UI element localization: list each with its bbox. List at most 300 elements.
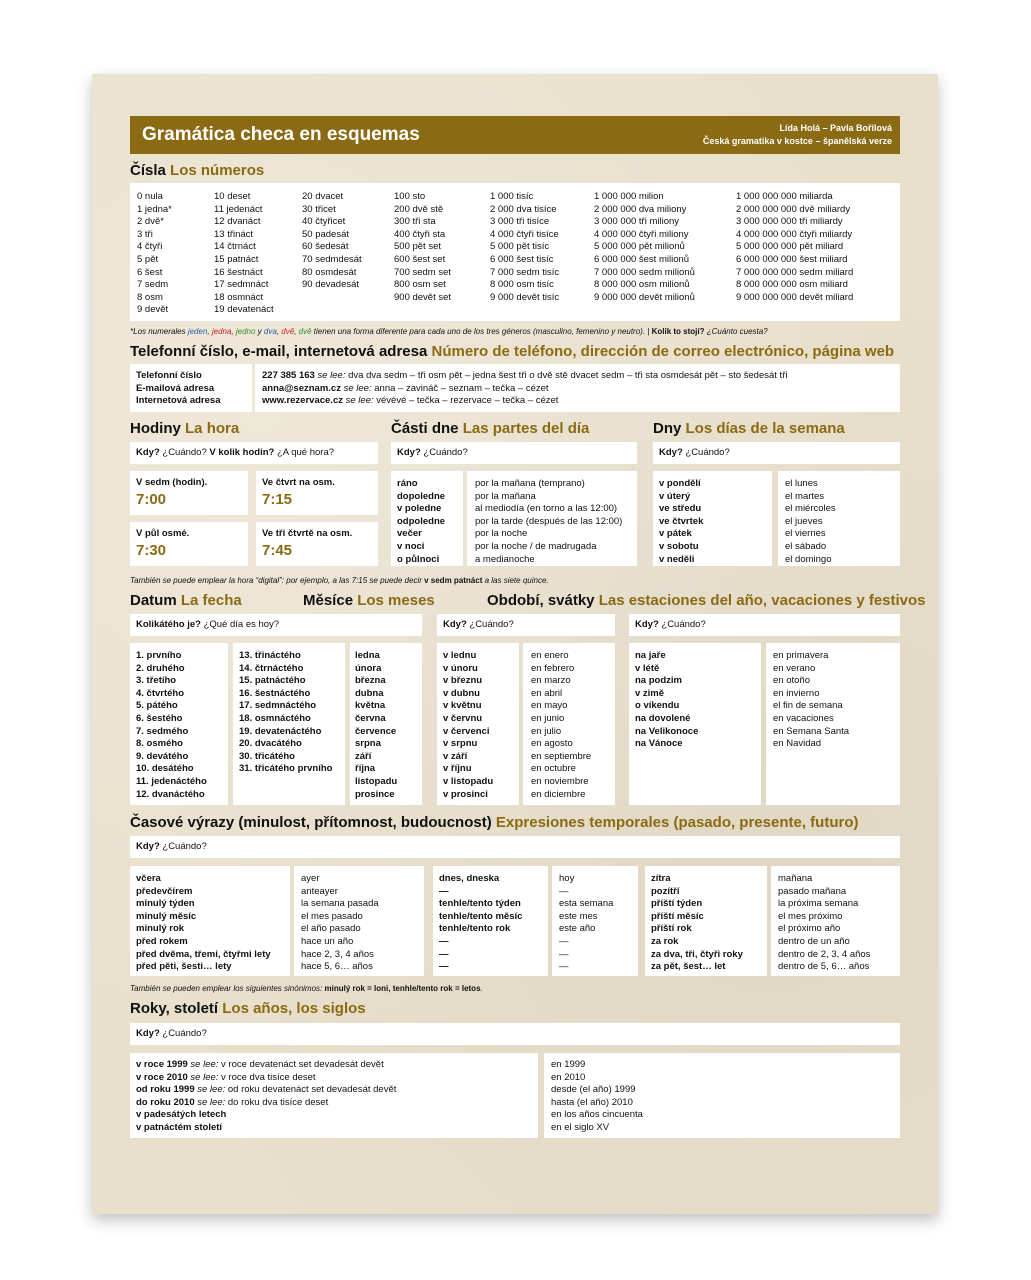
contact-label: Telefonní číslo [136,370,202,381]
date-item: 19. devatenáctého [239,725,322,737]
years-question: Kdy? ¿Cuándo? [136,1028,207,1039]
season-es: en otoño [773,675,810,687]
temporal-item: dentro de 2, 3, 4 años [778,948,871,960]
temporal-question-box [130,836,900,858]
temporal-fut-es-box [771,866,900,976]
days-heading [653,420,845,437]
number-item: 9 000 000 000 devět miliard [736,291,854,303]
season-es: en vacaciones [773,712,834,724]
date-heading [130,592,242,609]
clock-time: 7:30 [136,542,167,559]
daypart-es: por la mañana [475,490,536,502]
contact-labels-box [130,364,252,412]
date-question: Kolikátého je? ¿Qué día es hoy? [136,619,280,630]
temporal-item: dentro de 5, 6… años [778,961,870,973]
date-list [239,650,332,776]
number-item: 400 čtyři sta [394,228,446,240]
days-title-es: Los días de la semana [685,420,845,437]
daypart-es: por la mañana (temprano) [475,478,585,489]
years-cz-list [136,1059,396,1135]
seasons-cz-list [635,650,698,751]
contact-heading [130,343,894,360]
contact-labels [136,370,220,408]
months-es-box [523,643,615,805]
number-item: 6 000 000 šest milionů [594,253,690,265]
temporal-item: příští týden [651,898,703,910]
day-es: el jueves [785,515,823,527]
temporal-item: včera [136,873,161,884]
temporal-now-es-box [552,866,638,976]
temporal-item: el año pasado [301,923,361,935]
number-item: 9 000 devět tisíc [490,291,560,303]
month-cz: v listopadu [443,775,494,787]
number-item: 80 osmdesát [302,266,357,278]
month-es: en agosto [531,738,573,750]
temporal-item: hace 2, 3, 4 años [301,948,374,960]
daypart-es: por la tarde (después de las 12:00) [475,515,623,527]
temporal-item: ayer [301,873,320,884]
temporal-item: za dva, tři, čtyři roky [651,948,743,960]
month-name: července [355,725,397,737]
clock-label: Ve čtvrt na osm. [262,477,335,488]
year-es: en los años cincuenta [551,1109,643,1121]
contact-label: Internetová adresa [136,395,221,407]
month-name: září [355,750,372,762]
clock-card [256,522,378,566]
month-name: května [355,700,386,712]
hours-note: También se puede emplear la hora “digital”: por ejemplo, a las 7:15 se puede decir v sedm patnáct a las siete quince. [130,576,549,585]
month-cz: v lednu [443,650,477,661]
numbers-col [302,191,362,292]
daypart-cz: v noci [397,540,425,552]
number-item: 20 dvacet [302,191,344,202]
temporal-list [778,873,870,974]
temporal-item: la próxima semana [778,898,859,910]
dayparts-es-box [467,471,637,566]
month-name: února [355,662,382,674]
day-es: el domingo [785,553,832,565]
number-item: 0 nula [137,191,163,202]
years-es-box [544,1053,900,1138]
date-item: 10. desátého [136,763,194,775]
temporal-item: příští měsíc [651,910,704,922]
months-title-cz: Měsíce [303,592,354,609]
date-title-es: La fecha [180,592,242,609]
numbers-box [130,183,900,321]
month-name: března [355,675,386,687]
dayparts-cz-box [391,471,463,566]
number-item: 1 000 000 000 miliarda [736,191,833,202]
temporal-list [136,873,271,974]
month-es: en diciembre [531,788,586,800]
contact-title-es: Número de teléfono, dirección de correo electrónico, página web [431,343,895,360]
number-item: 8 000 000 000 osm miliard [736,279,848,291]
number-item: 10 deset [214,191,251,202]
seasons-question-box [629,614,900,636]
day-cz: v úterý [659,490,691,502]
temporal-item: za rok [651,935,679,947]
date-list [136,650,207,801]
clock-card [256,471,378,515]
month-cz: v březnu [443,675,483,687]
year-es: en 1999 [551,1059,586,1070]
number-item: 500 pět set [394,241,442,253]
temporal-question: Kdy? ¿Cuándo? [136,841,207,852]
day-cz: ve čtvrtek [659,515,704,527]
clock-time: 7:00 [136,491,167,508]
daypart-cz: v poledne [397,503,442,515]
month-es: en marzo [531,675,571,687]
contact-values-box [255,364,900,412]
months-title-es: Los meses [357,592,435,609]
month-es: en octubre [531,763,576,775]
daypart-es: al mediodía (en torno a las 12:00) [475,503,618,515]
temporal-list [559,873,613,974]
temporal-title-es: Expresiones temporales (pasado, presente, futuro) [495,814,859,831]
day-es: el martes [785,490,825,502]
season-es: en Semana Santa [773,725,850,737]
seasons-title-es: Las estaciones del año, vacaciones y festivos [598,592,926,609]
days-cz-box [653,471,772,566]
temporal-past-cz-box [130,866,290,976]
month-cz: v srpnu [443,738,478,750]
numbers-col [736,191,853,304]
month-es: en enero [531,650,569,661]
days-question: Kdy? ¿Cuándo? [659,447,730,458]
number-item: 2 dvě* [137,216,164,228]
date-question-box [130,614,422,636]
numbers-title-es: Los números [170,162,265,179]
temporal-item: esta semana [559,898,614,910]
numbers-col [394,191,451,304]
temporal-item: příští rok [651,923,692,935]
temporal-item: mañana [778,873,813,884]
number-item: 16 šestnáct [214,266,263,278]
date-item: 17. sedmnáctého [239,700,317,712]
daypart-es: por la noche [475,528,528,540]
month-es: en septiembre [531,750,592,762]
date-item: 30. třicátého [239,750,295,762]
number-item: 200 dvě stě [394,203,444,215]
number-item: 5 000 pět tisíc [490,241,550,253]
season-cz: o víkendu [635,700,680,712]
years-heading [130,1000,366,1017]
temporal-item: hace un año [301,935,354,947]
number-item: 14 čtrnáct [214,241,256,253]
contact-title-cz: Telefonní číslo, e-mail, internetová adresa [130,343,428,360]
header-bar [130,116,900,154]
seasons-cz-box [629,643,761,805]
month-names-box [350,643,422,805]
number-item: 13 třináct [214,228,254,240]
date-item: 14. čtrnáctého [239,662,304,674]
day-es: el lunes [785,478,818,489]
month-es: en mayo [531,700,568,712]
dayparts-question-box [391,442,637,464]
months-question: Kdy? ¿Cuándo? [443,619,514,630]
month-name: ledna [355,650,380,661]
temporal-title-cz: Časové výrazy (minulost, přítomnost, budoucnost) [130,814,492,831]
date-item: 12. dvanáctého [136,788,205,800]
months-cz-list [443,650,493,801]
season-cz: v létě [635,662,660,674]
date-item: 20. dvacátého [239,738,302,750]
authors-line: Lída Holá – Pavla Bořilová [779,123,892,133]
day-cz: v sobotu [659,540,699,552]
days-title-cz: Dny [653,420,682,437]
months-heading [303,592,435,609]
month-es: en febrero [531,662,575,674]
number-item: 600 šest set [394,253,446,265]
temporal-item: dnes, dneska [439,873,500,884]
date-col1-box [130,643,228,805]
seasons-es-list [773,650,849,751]
temporal-heading [130,814,858,831]
temporal-item: za pět, šest… let [651,961,726,973]
clock-time: 7:45 [262,542,293,559]
number-item: 3 000 000 tři miliony [594,216,680,228]
number-item: 90 devadesát [302,279,360,291]
year-reading: do roku 2010 se lee: do roku dva tisíce deset [136,1096,329,1108]
months-es-list [531,650,591,801]
number-item: 700 sedm set [394,266,452,278]
number-item: 4 000 000 000 čtyři miliardy [736,228,853,240]
number-item: 6 000 šest tisíc [490,253,554,265]
number-item: 3 000 tři tisíce [490,216,550,228]
dayparts-cz-list [397,478,445,566]
years-es-list [551,1059,643,1135]
number-item: 60 šedesát [302,241,349,253]
numbers-note: *Los numerales jeden, jedna, jedno y dva, dvě, dvě tienen una forma diferente para cada uno de los tres géneros (masculino, femenino y neutro). | Kolik to stojí? ¿Cuánto cuesta? [130,327,768,336]
year-es: en el siglo XV [551,1121,610,1133]
number-item: 1 000 tisíc [490,191,534,202]
temporal-item: — [559,935,569,947]
numbers-col [594,191,695,304]
years-question-box [130,1023,900,1045]
day-cz: v pátek [659,528,692,540]
numbers-col [490,191,559,304]
email-reading: anna@seznam.cz se lee: anna – zavináč – seznam – tečka – cézet [262,382,549,394]
year-es: hasta (el año) 2010 [551,1096,633,1108]
number-item: 7 000 000 sedm milionů [594,266,695,278]
number-item: 4 000 čtyři tisíce [490,228,559,240]
number-item: 900 devět set [394,291,452,303]
daypart-cz: večer [397,528,422,540]
number-item: 1 000 000 milion [594,191,664,202]
years-cz-box [130,1053,538,1138]
month-name: června [355,712,386,724]
month-name: prosince [355,788,395,800]
temporal-item: — [439,961,449,973]
number-item: 9 devět [137,304,169,316]
day-es: el viernes [785,528,826,540]
month-cz: v prosinci [443,788,488,800]
number-item: 5 pět [137,253,159,265]
month-es: en julio [531,725,562,737]
seasons-title-cz: Období, svátky [487,592,595,609]
temporal-list [651,873,743,974]
year-reading: od roku 1999 se lee: od roku devatenáct set devadesát devět [136,1084,397,1096]
number-item: 6 000 000 000 šest miliard [736,253,848,265]
months-question-box [437,614,615,636]
temporal-item: dentro de un año [778,935,850,947]
years-title-cz: Roky, století [130,1000,219,1017]
daypart-es: a medianoche [475,553,535,565]
number-item: 30 třicet [302,203,336,215]
number-item: 70 sedmdesát [302,253,362,265]
number-item: 8 000 000 osm milionů [594,279,690,291]
hours-question: Kdy? ¿Cuándo? V kolik hodin? ¿A qué hora? [136,447,335,458]
phone-reading: 227 385 163 se lee: dva dva sedm – tři osm pět – jedna šest tři o dvě stě dvacet sedm – tři sta osmdesát pět – sto šedesát tři [262,370,788,381]
sheet-title: Gramática checa en esquemas [142,124,420,145]
month-name: října [355,763,376,775]
date-item: 1. prvního [136,650,182,661]
month-cz: v říjnu [443,763,472,775]
season-cz: v zimě [635,687,665,699]
number-item: 50 padesát [302,228,350,240]
season-cz: na Velikonoce [635,725,699,737]
daypart-cz: odpoledne [397,515,446,527]
season-cz: na podzim [635,675,682,687]
dayparts-heading [391,420,589,437]
temporal-now-cz-box [433,866,548,976]
temporal-item: hace 5, 6… años [301,961,373,973]
month-es: en noviembre [531,775,589,787]
date-item: 7. sedmého [136,725,189,737]
month-cz: v dubnu [443,687,480,699]
seasons-question: Kdy? ¿Cuándo? [635,619,706,630]
temporal-item: la semana pasada [301,898,379,910]
season-es: en Navidad [773,738,822,750]
month-cz: v září [443,750,468,762]
number-item: 5 000 000 000 pět miliard [736,241,844,253]
number-item: 4 čtyři [137,241,163,253]
year-reading: v padesátých letech [136,1109,227,1121]
year-es: en 2010 [551,1071,586,1083]
date-col2-box [233,643,345,805]
numbers-heading [130,162,264,179]
temporal-past-es-box [294,866,424,976]
temporal-list [439,873,522,974]
temporal-item: — [439,948,449,960]
temporal-item: — [439,935,449,947]
number-item: 100 sto [394,191,426,202]
temporal-item: před dvěma, třemi, čtyřmi lety [136,948,271,960]
hours-heading [130,420,239,437]
temporal-item: tenhle/tento rok [439,923,511,935]
month-names-list [355,650,397,801]
month-cz: v červnu [443,712,483,724]
number-item: 5 000 000 pět milionů [594,241,685,253]
temporal-note: También se pueden emplear los siguientes sinónimos: minulý rok = loni, tenhle/tento rok = letos. [130,984,483,993]
daypart-cz: dopoledne [397,490,446,502]
subtitle-line: Česká gramatika v kostce – španělská verze [702,136,892,146]
daypart-es: por la noche / de madrugada [475,540,597,552]
date-item: 4. čtvrtého [136,687,185,699]
header-authors [703,122,892,148]
days-es-box [778,471,900,566]
season-es: en primavera [773,650,829,661]
temporal-item: — [439,885,449,897]
number-item: 7 000 sedm tisíc [490,266,560,278]
date-item: 31. třicátého prvního [239,763,333,775]
dayparts-title-es: Las partes del día [462,420,590,437]
seasons-es-box [766,643,900,805]
dayparts-es-list [475,478,622,566]
temporal-item: anteayer [301,885,338,897]
date-title-cz: Datum [130,592,177,609]
month-cz: v únoru [443,662,478,674]
year-reading: v patnáctém století [136,1121,223,1133]
number-item: 2 000 000 dva miliony [594,203,687,215]
temporal-item: tenhle/tento týden [439,898,521,910]
number-item: 3 000 000 000 tři miliardy [736,216,843,228]
number-item: 4 000 000 čtyři miliony [594,228,689,240]
hours-question-box [130,442,378,464]
temporal-item: este año [559,923,596,935]
year-reading: v roce 1999 se lee: v roce devatenáct set devadesát devět [136,1059,384,1070]
clock-time: 7:15 [262,491,293,508]
month-cz: v květnu [443,700,482,712]
day-es: el sábado [785,540,827,552]
temporal-item: minulý týden [136,898,195,910]
year-es: desde (el año) 1999 [551,1084,636,1096]
seasons-heading [487,592,926,609]
day-cz: v neděli [659,553,695,565]
numbers-col [137,191,172,317]
clock-card [130,471,248,515]
season-es: en invierno [773,687,820,699]
date-item: 6. šestého [136,712,183,724]
month-cz: v červenci [443,725,490,737]
year-reading: v roce 2010 se lee: v roce dva tisíce deset [136,1071,316,1083]
numbers-col [214,191,274,317]
web-reading: www.rezervace.cz se lee: vévévé – tečka – rezervace – tečka – cézet [262,395,559,407]
date-item: 5. pátého [136,700,178,712]
month-es: en abril [531,687,563,699]
season-es: el fin de semana [773,700,843,712]
clock-card [130,522,248,566]
temporal-item: el mes próximo [778,910,843,922]
grammar-sheet [92,74,938,1214]
contact-values [262,370,787,408]
number-item: 40 čtyřicet [302,216,346,228]
date-item: 9. devátého [136,750,189,762]
number-item: 800 osm set [394,279,446,291]
number-item: 19 devatenáct [214,304,274,316]
temporal-item: el mes pasado [301,910,363,922]
daypart-cz: o půlnoci [397,553,440,565]
months-cz-box [437,643,519,805]
temporal-list [301,873,379,974]
month-name: dubna [355,687,384,699]
number-item: 18 osmnáct [214,291,264,303]
clock-label: V sedm (hodin). [136,477,208,488]
number-item: 6 šest [137,266,163,278]
number-item: 8 osm [137,291,163,303]
days-question-box [653,442,900,464]
date-item: 15. patnáctého [239,675,306,687]
temporal-item: před rokem [136,935,188,947]
number-item: 1 jedna* [137,203,172,215]
season-cz: na dovolené [635,712,691,724]
daypart-cz: ráno [397,478,418,489]
temporal-item: zítra [651,873,671,884]
temporal-item: hoy [559,873,575,884]
years-title-es: Los años, los siglos [222,1000,366,1017]
date-item: 13. třináctého [239,650,301,661]
temporal-item: — [559,948,569,960]
